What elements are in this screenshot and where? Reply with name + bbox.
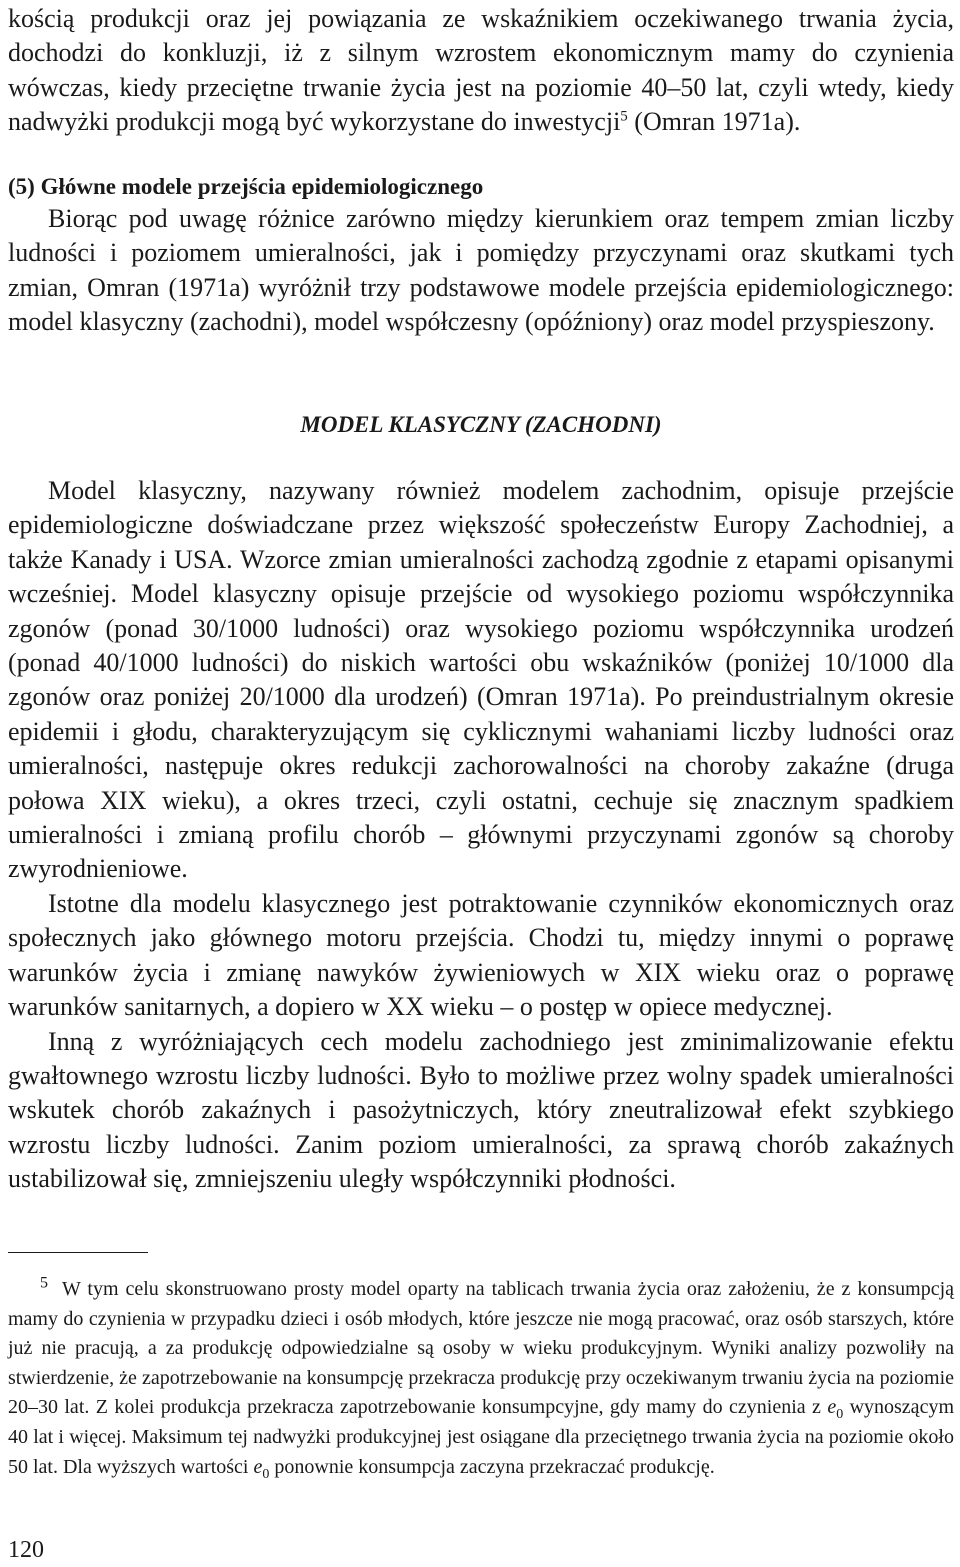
classic-model-paragraph-3: Inną z wyróżniających cech modelu zachodniego jest zminimalizowanie efektu gwałtownego wzrostu liczby ludności. Było to możliwe przez wolny spadek umieralności wskutek chorób zakaźnych i pasożytniczych, który zneutralizował efekt szybkiego wzrostu liczby ludności. Zanim poziom umieralności, za sprawą chorób zakaźnych ustabilizował się, zmniejszeniu uległy współczynniki płodności. xyxy=(8,1026,954,1194)
footnote-reference[interactable]: 5 xyxy=(620,108,628,125)
intro-paragraph xyxy=(8,2,954,140)
classic-model-paragraph-1: Model klasyczny, nazywany również modelem zachodnim, opisuje przejście epidemiologiczne doświadczane przez większość społeczeństw Europy Zachodniej, a także Kanady i USA. Wzorce zmian umieralności zachodzą zgodnie z etapami opisanymi wcześniej. Model klasyczny opisuje przejście od wysokiego poziomu współczynnika zgonów (ponad 30/1000 ludności) oraz wysokiego poziomu współczynnika urodzeń (ponad 40/1000 ludności) do niskich wartości obu wskaźników (poniżej 10/1000 dla zgonów oraz poniżej 20/1000 dla urodzeń) (Omran 1971a). Po preindustrialnym okresie epidemii i głodu, charakteryzującym się cyklicznymi wahaniami liczby ludności oraz umieralności, następuje okres redukcji zachorowalności na choroby zakaźne (druga połowa XIX wieku), a okres trzeci, czyli ostatni, cechuje się znacznym spadkiem umieralności i zmianą profilu chorób – głównymi przyczynami zgonów są choroby zwyrodnieniowe. xyxy=(8,476,954,884)
section-5-body xyxy=(8,202,954,340)
page-body xyxy=(8,0,954,140)
classic-model-paragraph-2: Istotne dla modelu klasycznego jest potraktowanie czynników ekonomicznych oraz społecznych jako głównego motoru przejścia. Chodzi tu, między innymi o poprawę warunków życia i zmianę nawyków żywieniowych w XIX wieku oraz o poprawę warunków sanitarnych, a dopiero w XX wieku – o postęp w opiece medycznej. xyxy=(8,888,954,1022)
subsection-heading: MODEL KLASYCZNY (ZACHODNI) xyxy=(300,412,662,437)
intro-text: kością produkcji oraz jej powiązania ze wskaźnikiem oczekiwanego trwania życia, dochodzi do konkluzji, iż z silnym wzrostem ekonomicznym mamy do czynienia wówczas, kiedy przeciętne trwanie życia jest na poziomie 40–50 lat, czyli wtedy, kiedy nadwyżki produkcji mogą być wykorzystane do inwestycji xyxy=(8,4,954,137)
e-subscript: 0 xyxy=(836,1407,844,1423)
e-symbol: e xyxy=(827,1396,837,1419)
life-expectancy-symbol xyxy=(827,1396,844,1423)
footnote-text-2: wynoszącym 40 lat i więcej. Maksimum tej nadwyżki produkcyjnej jest osiągane dla przeciętnego trwania życia na poziomie około 50 lat. Dla wyższych wartości xyxy=(8,1396,954,1478)
intro-tail: (Omran 1971a). xyxy=(627,107,801,137)
section-5-paragraph: Biorąc pod uwagę różnice zarówno między kierunkiem oraz tempem zmian liczby ludności i poziomem umieralności, jak i pomiędzy przyczynami oraz skutkami tych zmian, Omran (1971a) wyróżnił trzy podstawowe modele przejścia epidemiologicznego: model klasyczny (zachodni), model współczesny (opóźniony) oraz model przyspieszony. xyxy=(8,204,954,337)
section-heading: (5) Główne modele przejścia epidemiologicznego xyxy=(8,174,484,199)
footnote-text-1: W tym celu skonstruowano prosty model oparty na tablicach trwania życia oraz założeniu, że z konsumpcją mamy do czynienia w przypadku dzieci i osób młodych, które jeszcze nie mogą pracować, oraz osób starszych, które już nie pracują, a za produkcję odpowiedzialne są osoby w wieku produkcyjnym. Wyniki analizy pozwoliły na stwierdzenie, że zapotrzebowanie na konsumpcję przekracza produkcję przy oczekiwanym trwaniu życia na poziomie 20–30 lat. Z kolei produkcja przekracza zapotrzebowanie konsumpcyjne, gdy mamy do czynienia z xyxy=(8,1278,955,1419)
footnote-divider xyxy=(8,1252,148,1253)
footnote-text-3: ponownie konsumpcja zaczyna przekraczać produkcję. xyxy=(269,1455,715,1478)
classic-model-body xyxy=(8,474,954,1197)
footnote-number: 5 xyxy=(40,1274,48,1292)
life-expectancy-symbol-2 xyxy=(253,1455,270,1482)
e-subscript-2: 0 xyxy=(262,1466,270,1482)
page-number: 120 xyxy=(8,1537,44,1563)
e-symbol-2: e xyxy=(253,1455,263,1478)
footnote xyxy=(8,1275,954,1482)
